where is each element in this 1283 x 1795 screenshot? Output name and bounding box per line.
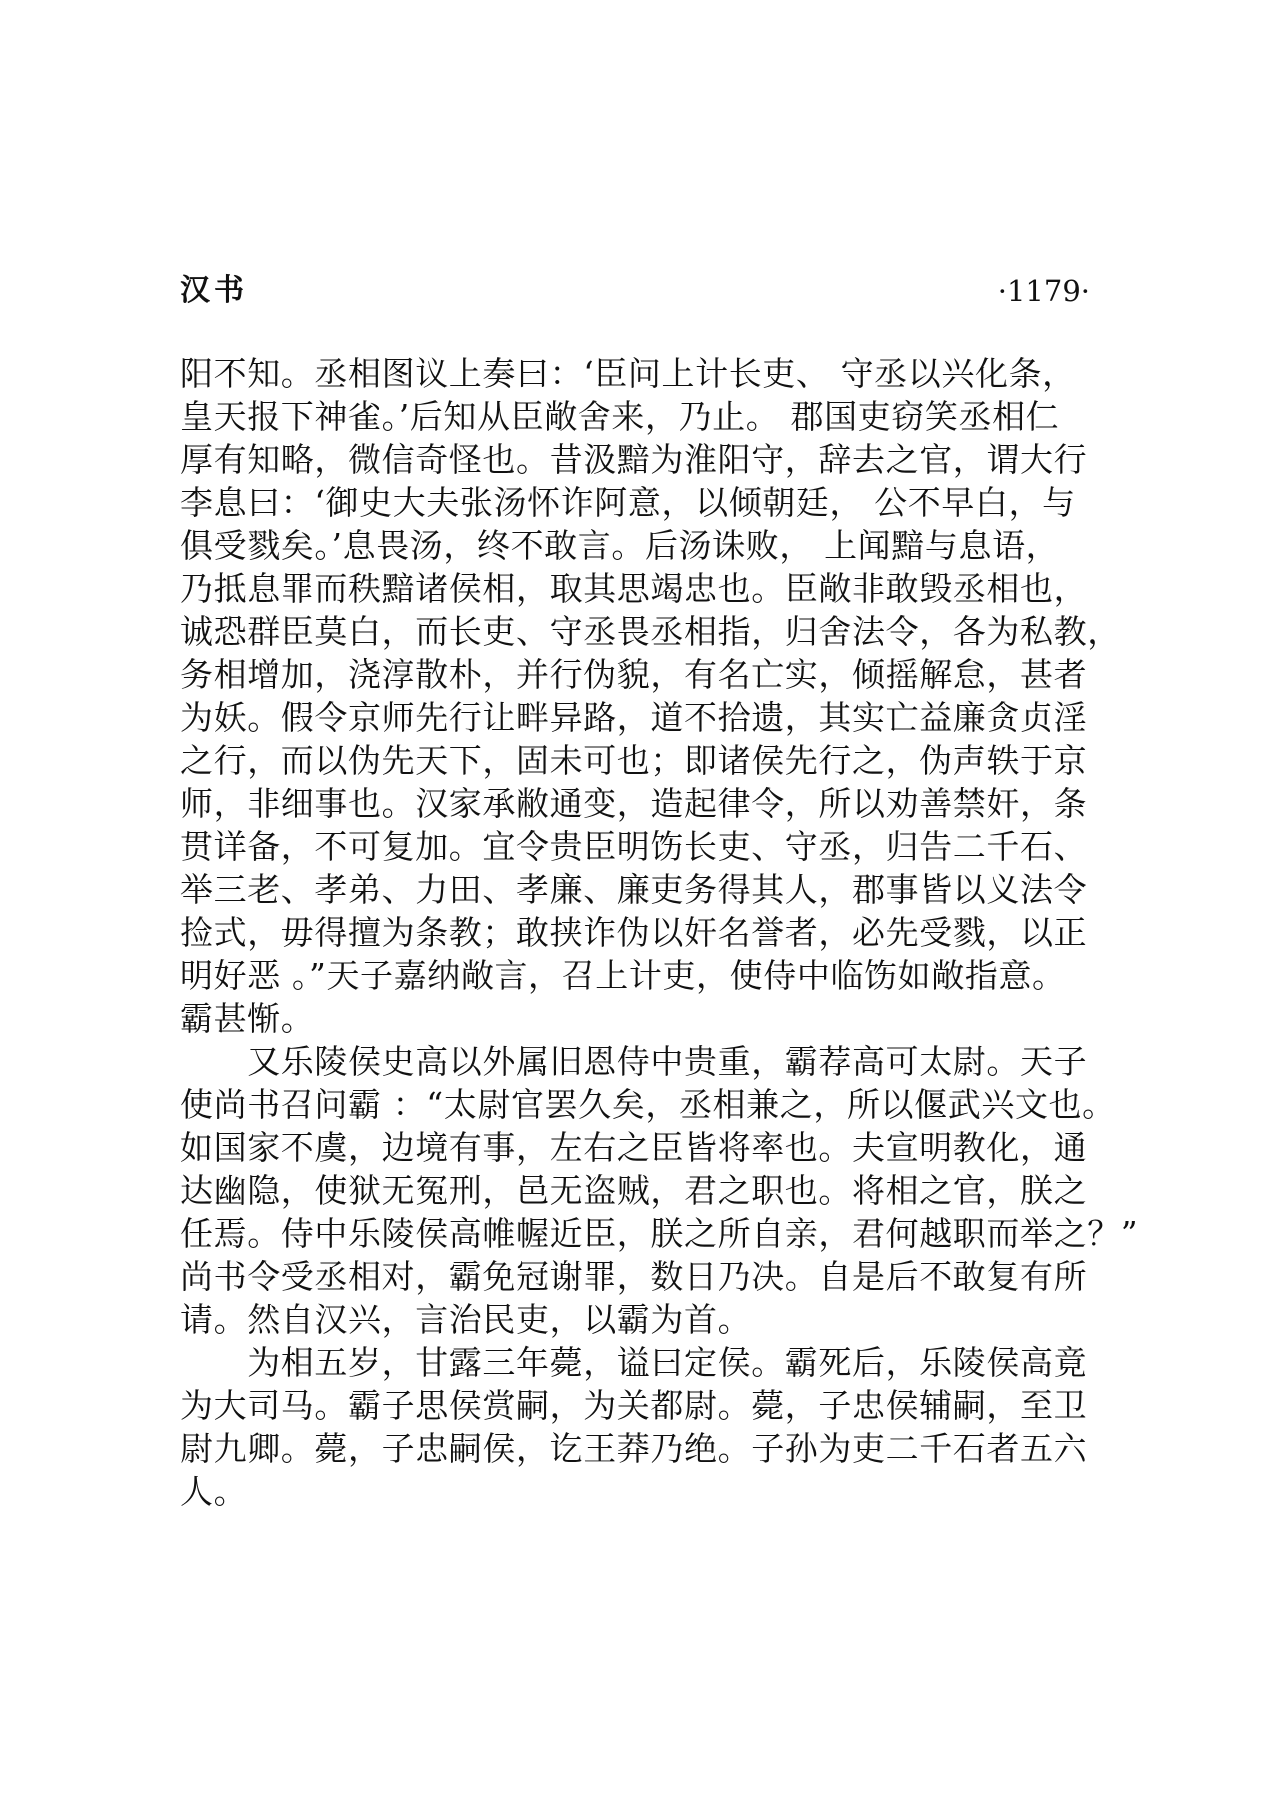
- text-line: 李息曰：‘御史大夫张汤怀诈阿意，以倾朝廷， 公不早白，与: [180, 483, 1076, 522]
- page-number: ·1179·: [997, 274, 1090, 308]
- text-line: 达幽隐，使狱无冤刑，邑无盗贼，君之职也。将相之官，朕之: [180, 1171, 1088, 1210]
- text-line: 霸甚惭。: [180, 999, 315, 1038]
- text-line: 师，非细事也。汉家承敝通变，造起律令，所以劝善禁奸，条: [180, 784, 1088, 823]
- text-line: 皇天报下神雀。’后知从臣敞舍来，乃止。 郡国吏窃笑丞相仁: [180, 397, 1060, 436]
- text-line: 任焉。侍中乐陵侯高帷幄近臣，朕之所自亲，君何越职而举之？”: [180, 1214, 1139, 1253]
- text-line: 为相五岁，甘露三年薨，谥曰定侯。霸死后，乐陵侯高竟: [180, 1343, 1088, 1382]
- text-line: 使尚书召问霸 ：“太尉官罢久矣，丞相兼之，所以偃武兴文也。: [180, 1085, 1116, 1124]
- text-line: 俱受戮矣。’息畏汤，终不敢言。后汤诛败， 上闻黯与息语，: [180, 526, 1060, 565]
- text-line: 尉九卿。薨，子忠嗣侯，讫王莽乃绝。子孙为吏二千石者五六: [180, 1429, 1088, 1468]
- text-line: 请。然自汉兴，言治民吏，以霸为首。: [180, 1300, 752, 1339]
- text-line: 人。: [180, 1472, 248, 1511]
- text-line: 务相增加，浇淳散朴，并行伪貌，有名亡实，倾摇解怠，甚者: [180, 655, 1088, 694]
- text-line: 明好恶 。”天子嘉纳敞言，召上计吏，使侍中临饬如敞指意。: [180, 956, 1066, 995]
- text-line: 乃抵息罪而秩黯诸侯相，取其思竭忠也。臣敞非敢毁丞相也，: [180, 569, 1088, 608]
- book-title: 汉书: [180, 273, 248, 308]
- text-line: 为妖。假令京师先行让畔异路，道不拾遗，其实亡益廉贪贞淫: [180, 698, 1088, 737]
- body-text: [180, 352, 1260, 1513]
- text-line: 如国家不虞，边境有事，左右之臣皆将率也。夫宣明教化，通: [180, 1128, 1088, 1167]
- text-line: 捡式，毋得擅为条教；敢挟诈伪以奸名誉者，必先受戮，以正: [180, 913, 1088, 952]
- text-line: 之行，而以伪先天下，固未可也；即诸侯先行之，伪声轶于京: [180, 741, 1088, 780]
- running-header: [180, 271, 1090, 311]
- text-line: 厚有知略，微信奇怪也。昔汲黯为淮阳守，辞去之官，谓大行: [180, 440, 1088, 479]
- text-line: 诚恐群臣莫白，而长吏、守丞畏丞相指，归舍法令，各为私教，: [180, 612, 1121, 651]
- text-line: 贯详备，不可复加。宜令贵臣明饬长吏、守丞，归告二千石、: [180, 827, 1088, 866]
- text-line: 为大司马。霸子思侯赏嗣，为关都尉。薨，子忠侯辅嗣，至卫: [180, 1386, 1088, 1425]
- text-line: 举三老、孝弟、力田、孝廉、廉吏务得其人，郡事皆以义法令: [180, 870, 1088, 909]
- text-line: 又乐陵侯史高以外属旧恩侍中贵重，霸荐高可太尉。天子: [180, 1042, 1088, 1081]
- text-line: 尚书令受丞相对，霸免冠谢罪，数日乃决。自是后不敢复有所: [180, 1257, 1088, 1296]
- text-line: 阳不知。丞相图议上奏曰：‘臣问上计长吏、 守丞以兴化条，: [180, 354, 1076, 393]
